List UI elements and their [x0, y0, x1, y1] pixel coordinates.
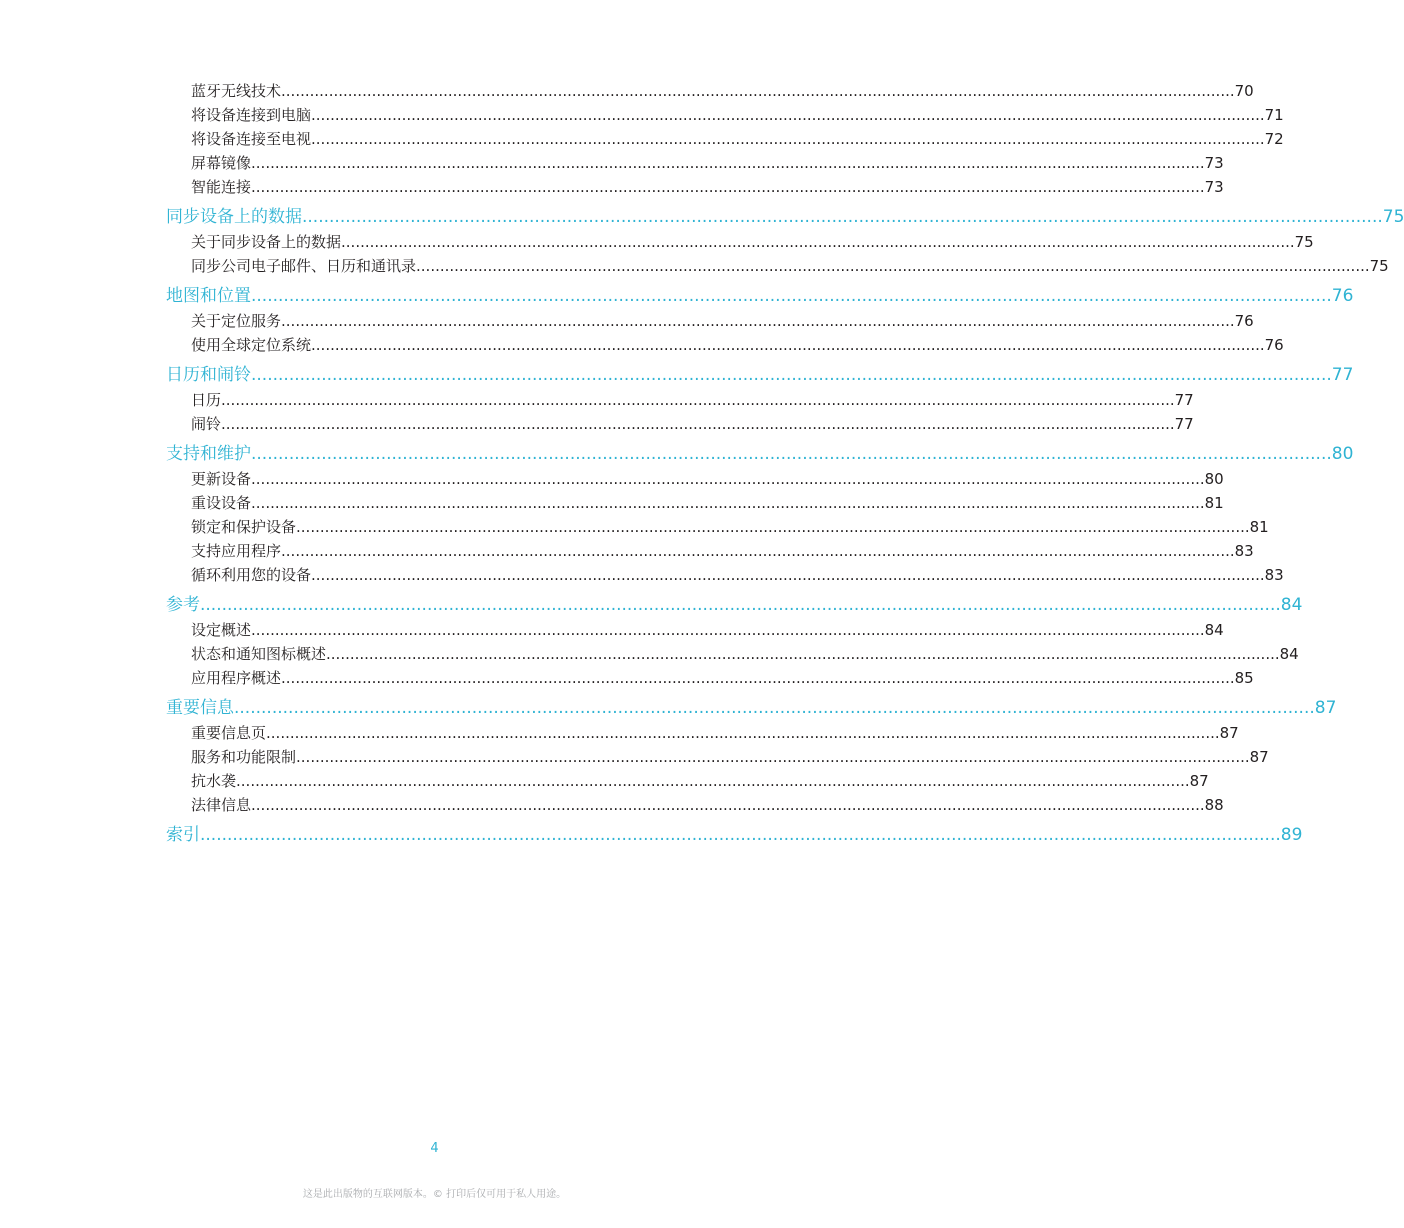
- dot-leader: ........................................................................................................................................................................................................: [266, 724, 1220, 742]
- toc-entry-title: 屏幕镜像: [191, 151, 251, 175]
- dot-leader: ........................................................................................................................................................................................................: [251, 154, 1205, 172]
- dot-leader: ........................................................................................................................................................................................................: [341, 233, 1295, 251]
- toc-entry-page: 77: [1175, 412, 1194, 436]
- toc-entry-page: 80: [1332, 441, 1354, 467]
- dot-leader: ........................................................................................................................................................................................................: [251, 621, 1205, 639]
- toc-entry-page: 88: [1205, 793, 1224, 817]
- toc-entry[interactable]: [166, 254, 1389, 278]
- toc-entry[interactable]: [166, 127, 1284, 151]
- toc-entry[interactable]: [166, 103, 1284, 127]
- toc-entry-page: 75: [1295, 230, 1314, 254]
- dot-leader: ........................................................................................................................................................................................................: [221, 391, 1175, 409]
- toc-entry-title: 日历和闹铃: [166, 362, 251, 388]
- dot-leader: ........................................................................................................................................................................................................: [251, 286, 1332, 306]
- toc-entry[interactable]: [166, 388, 1194, 412]
- toc-entry[interactable]: [166, 515, 1269, 539]
- toc-entry-page: 85: [1235, 666, 1254, 690]
- toc-entry-page: 73: [1205, 175, 1224, 199]
- dot-leader: ........................................................................................................................................................................................................: [200, 825, 1281, 845]
- toc-entry[interactable]: [166, 412, 1194, 436]
- toc-entry-title: 设定概述: [191, 618, 251, 642]
- toc-entry-title: 锁定和保护设备: [191, 515, 296, 539]
- toc-entry[interactable]: [166, 467, 1224, 491]
- toc-entry-page: 87: [1315, 695, 1337, 721]
- toc-entry-page: 87: [1190, 769, 1209, 793]
- dot-leader: ........................................................................................................................................................................................................: [281, 312, 1235, 330]
- dot-leader: ........................................................................................................................................................................................................: [416, 257, 1370, 275]
- toc-entry-page: 76: [1265, 333, 1284, 357]
- toc-entry-page: 84: [1280, 642, 1299, 666]
- toc-entry-title: 将设备连接到电脑: [191, 103, 311, 127]
- toc-entry[interactable]: [166, 618, 1224, 642]
- toc-entry[interactable]: [166, 721, 1239, 745]
- toc-entry-title: 智能连接: [191, 175, 251, 199]
- dot-leader: ........................................................................................................................................................................................................: [251, 178, 1205, 196]
- toc-entry-title: 抗水袭: [191, 769, 236, 793]
- toc-section-entry[interactable]: [166, 822, 1303, 848]
- toc-entry-title: 状态和通知图标概述: [191, 642, 326, 666]
- dot-leader: ........................................................................................................................................................................................................: [311, 106, 1265, 124]
- toc-entry-title: 循环利用您的设备: [191, 563, 311, 587]
- toc-entry-title: 服务和功能限制: [191, 745, 296, 769]
- toc-entry-page: 77: [1332, 362, 1354, 388]
- toc-entry-title: 闹铃: [191, 412, 221, 436]
- toc-entry-page: 81: [1205, 491, 1224, 515]
- toc-section-entry[interactable]: [166, 695, 1337, 721]
- toc-entry[interactable]: [166, 563, 1284, 587]
- toc-entry-page: 76: [1332, 283, 1354, 309]
- toc-entry-page: 83: [1265, 563, 1284, 587]
- toc-entry[interactable]: [166, 793, 1224, 817]
- dot-leader: ........................................................................................................................................................................................................: [251, 494, 1205, 512]
- toc-entry-page: 75: [1370, 254, 1389, 278]
- toc-section-entry[interactable]: [166, 283, 1354, 309]
- dot-leader: ........................................................................................................................................................................................................: [296, 518, 1250, 536]
- toc-section-entry[interactable]: [166, 441, 1354, 467]
- dot-leader: ........................................................................................................................................................................................................: [281, 542, 1235, 560]
- dot-leader: ........................................................................................................................................................................................................: [234, 698, 1315, 718]
- toc-entry-title: 重要信息页: [191, 721, 266, 745]
- toc-entry[interactable]: [166, 491, 1224, 515]
- dot-leader: ........................................................................................................................................................................................................: [251, 365, 1332, 385]
- table-of-contents: [166, 79, 1404, 848]
- dot-leader: ........................................................................................................................................................................................................: [281, 82, 1235, 100]
- toc-entry-page: 71: [1265, 103, 1284, 127]
- toc-entry[interactable]: [166, 151, 1224, 175]
- footer-note: 这是此出版物的互联网版本。© 打印后仅可用于私人用途。: [302, 1189, 567, 1200]
- toc-section-entry[interactable]: [166, 362, 1354, 388]
- toc-entry-title: 参考: [166, 592, 200, 618]
- toc-entry-title: 更新设备: [191, 467, 251, 491]
- dot-leader: ........................................................................................................................................................................................................: [221, 415, 1175, 433]
- dot-leader: ........................................................................................................................................................................................................: [311, 336, 1265, 354]
- toc-entry[interactable]: [166, 745, 1269, 769]
- toc-entry-page: 89: [1281, 822, 1303, 848]
- toc-entry-page: 77: [1175, 388, 1194, 412]
- toc-entry[interactable]: [166, 333, 1284, 357]
- toc-entry[interactable]: [166, 175, 1224, 199]
- toc-entry[interactable]: [166, 769, 1209, 793]
- toc-entry[interactable]: [166, 642, 1299, 666]
- toc-entry-title: 支持和维护: [166, 441, 251, 467]
- toc-entry-page: 76: [1235, 309, 1254, 333]
- dot-leader: ........................................................................................................................................................................................................: [200, 595, 1281, 615]
- toc-entry-page: 83: [1235, 539, 1254, 563]
- toc-entry-title: 同步设备上的数据: [166, 204, 302, 230]
- dot-leader: ........................................................................................................................................................................................................: [236, 772, 1190, 790]
- toc-entry-page: 84: [1205, 618, 1224, 642]
- toc-entry[interactable]: [166, 230, 1314, 254]
- toc-entry-page: 84: [1281, 592, 1303, 618]
- toc-entry-title: 应用程序概述: [191, 666, 281, 690]
- toc-section-entry[interactable]: [166, 204, 1404, 230]
- toc-entry-title: 蓝牙无线技术: [191, 79, 281, 103]
- toc-entry-title: 将设备连接至电视: [191, 127, 311, 151]
- dot-leader: ........................................................................................................................................................................................................: [302, 207, 1383, 227]
- dot-leader: ........................................................................................................................................................................................................: [251, 470, 1205, 488]
- page-number: 4: [430, 1141, 439, 1156]
- toc-entry-page: 72: [1265, 127, 1284, 151]
- toc-entry-title: 重要信息: [166, 695, 234, 721]
- toc-entry-page: 87: [1220, 721, 1239, 745]
- dot-leader: ........................................................................................................................................................................................................: [326, 645, 1280, 663]
- toc-entry-title: 使用全球定位系统: [191, 333, 311, 357]
- dot-leader: ........................................................................................................................................................................................................: [251, 796, 1205, 814]
- toc-entry-title: 法律信息: [191, 793, 251, 817]
- toc-entry-title: 关于同步设备上的数据: [191, 230, 341, 254]
- toc-entry-title: 支持应用程序: [191, 539, 281, 563]
- toc-entry-title: 关于定位服务: [191, 309, 281, 333]
- dot-leader: ........................................................................................................................................................................................................: [281, 669, 1235, 687]
- toc-entry-page: 73: [1205, 151, 1224, 175]
- toc-entry-title: 重设设备: [191, 491, 251, 515]
- dot-leader: ........................................................................................................................................................................................................: [251, 444, 1332, 464]
- toc-entry[interactable]: [166, 539, 1254, 563]
- dot-leader: ........................................................................................................................................................................................................: [296, 748, 1250, 766]
- toc-entry-page: 80: [1205, 467, 1224, 491]
- toc-entry[interactable]: [166, 666, 1254, 690]
- toc-entry-page: 87: [1250, 745, 1269, 769]
- dot-leader: ........................................................................................................................................................................................................: [311, 566, 1265, 584]
- toc-entry[interactable]: [166, 79, 1254, 103]
- toc-section-entry[interactable]: [166, 592, 1303, 618]
- toc-entry-page: 70: [1235, 79, 1254, 103]
- toc-entry[interactable]: [166, 309, 1254, 333]
- toc-entry-title: 同步公司电子邮件、日历和通讯录: [191, 254, 416, 278]
- toc-entry-page: 75: [1383, 204, 1404, 230]
- toc-entry-title: 地图和位置: [166, 283, 251, 309]
- toc-entry-title: 日历: [191, 388, 221, 412]
- toc-entry-title: 索引: [166, 822, 200, 848]
- toc-entry-page: 81: [1250, 515, 1269, 539]
- dot-leader: ........................................................................................................................................................................................................: [311, 130, 1265, 148]
